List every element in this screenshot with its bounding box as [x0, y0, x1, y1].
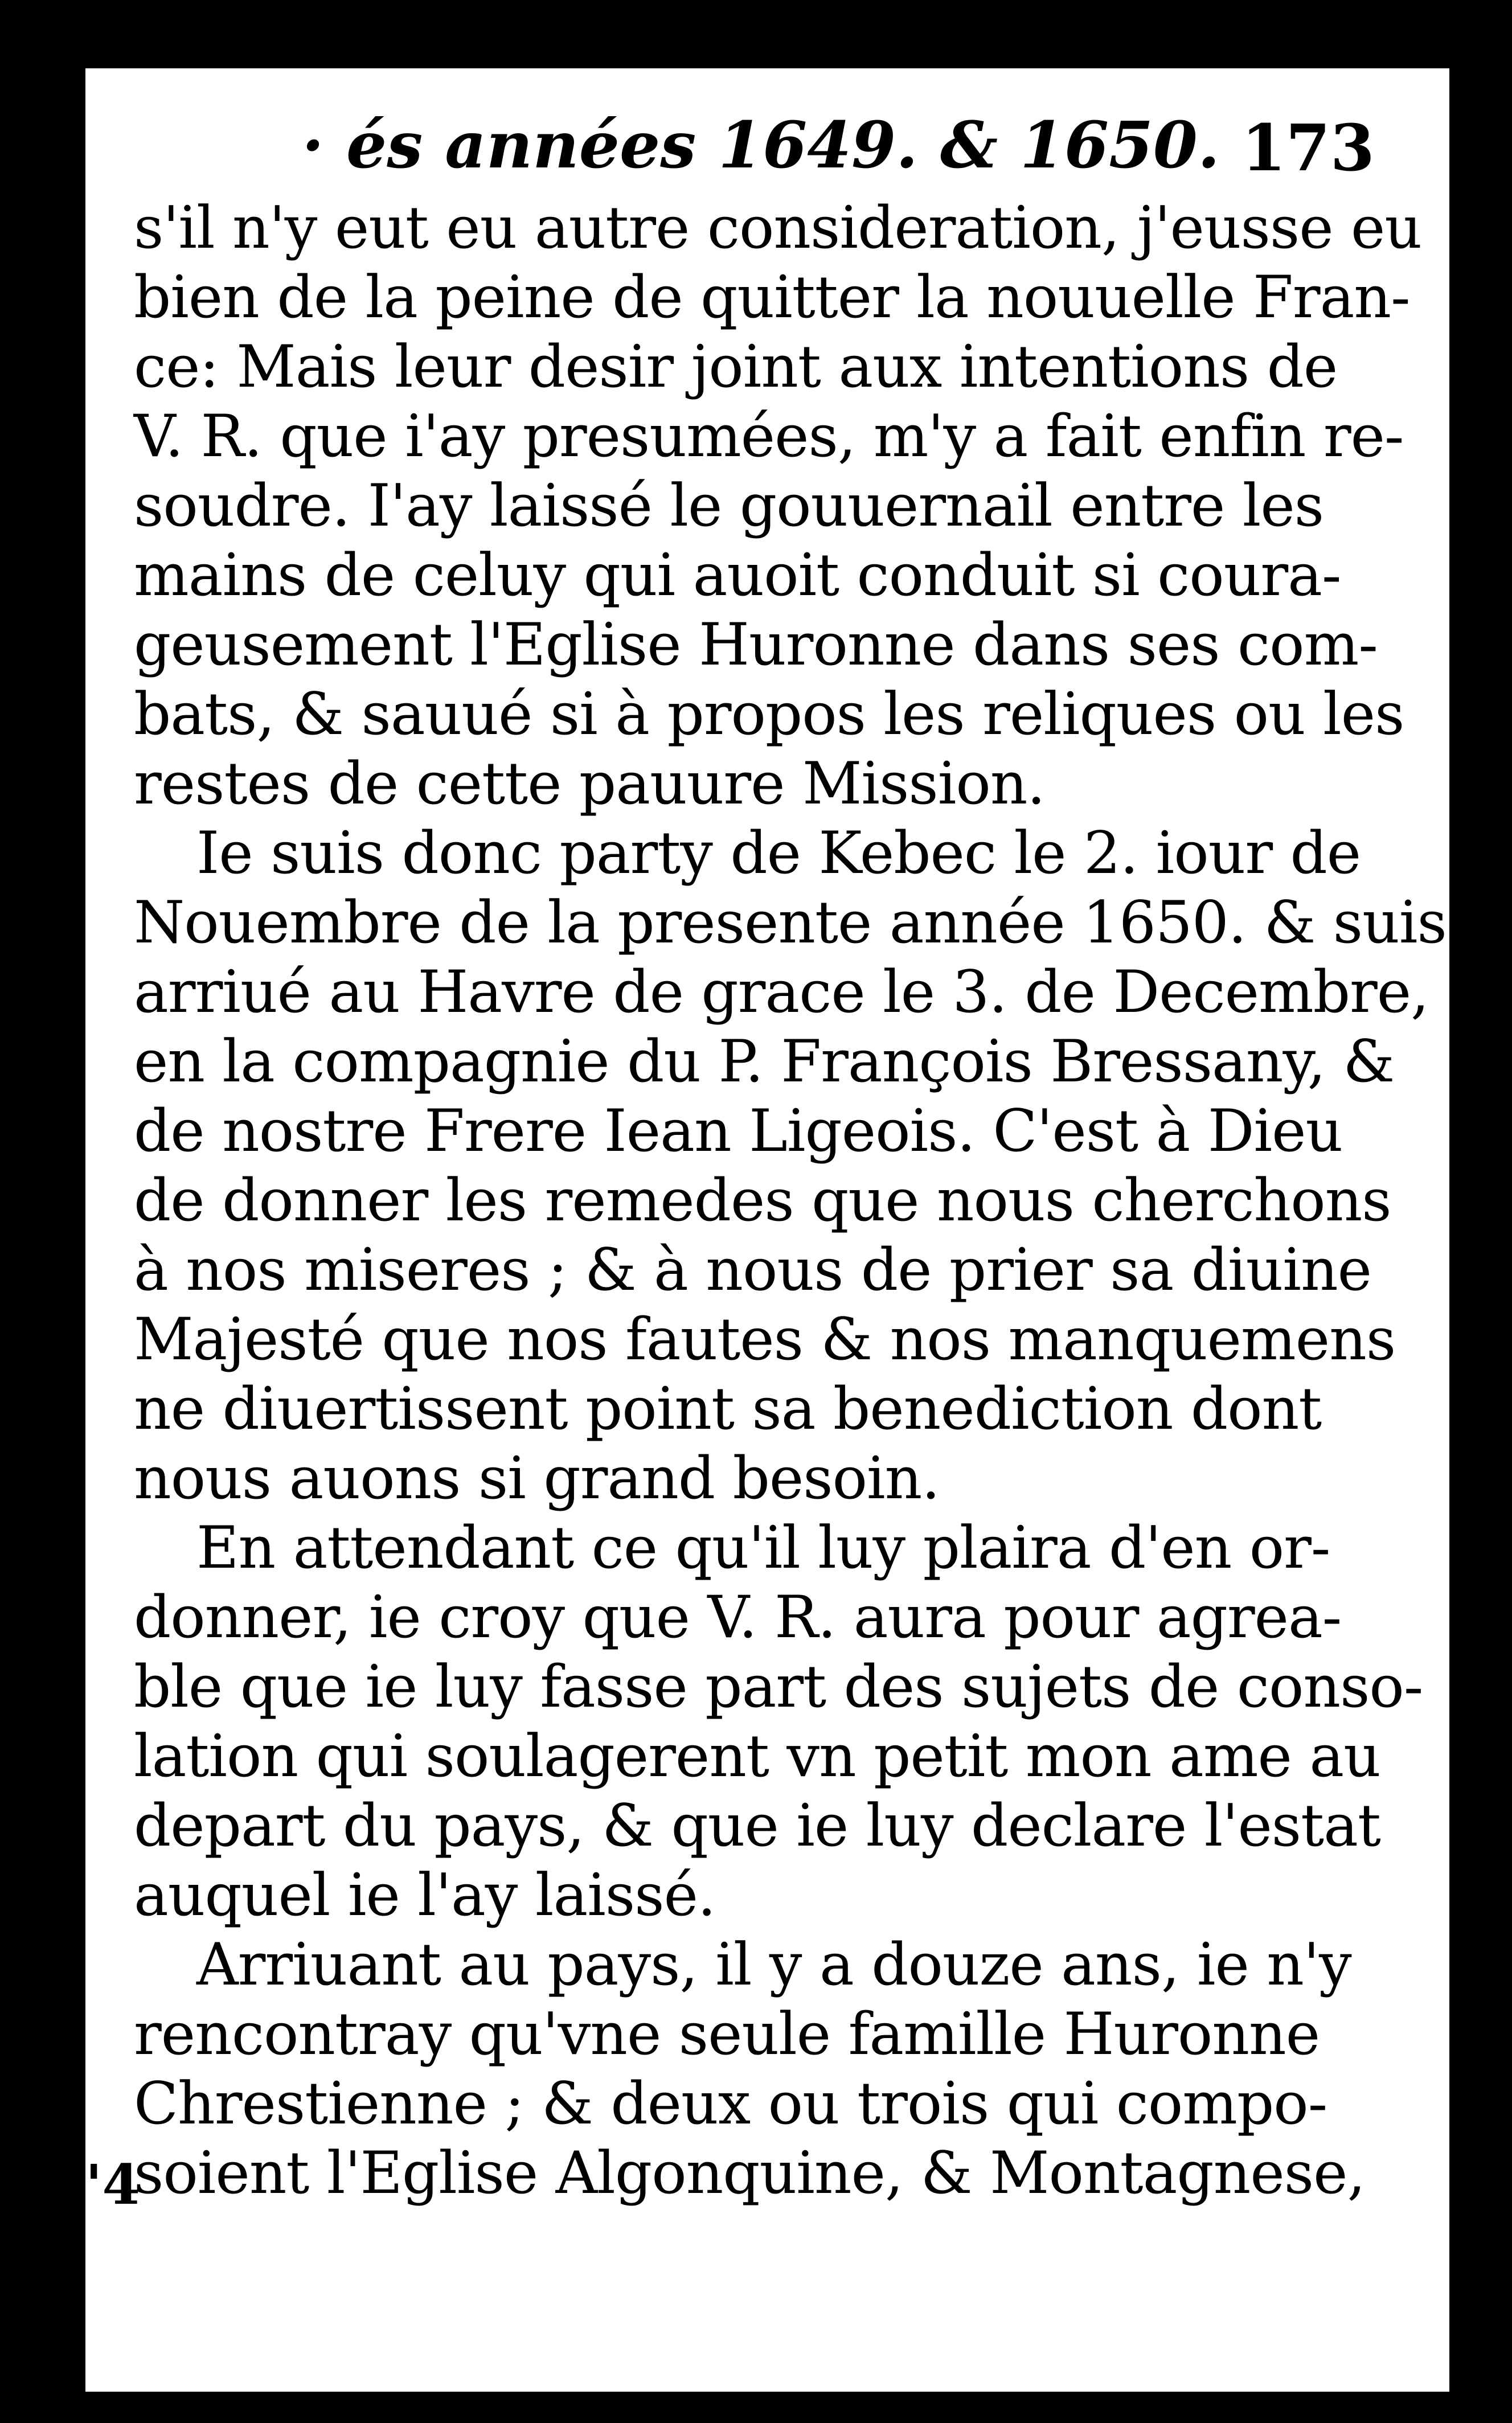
text-line: Nouembre de la presente année 1650. & suis [134, 889, 1447, 957]
text-line: soient l'Eglise Algonquine, & Montagnese, [134, 2139, 1365, 2207]
text-line: soudre. I'ay laissé le gouuernail entre les [134, 472, 1324, 540]
text-line: auquel ie l'ay laissé. [134, 1862, 716, 1929]
text-line: restes de cette pauure Mission. [134, 750, 1045, 818]
text-line: V. R. que i'ay presumées, m'y a fait enfin re- [134, 403, 1404, 470]
text-line: En attendant ce qu'il luy plaira d'en or- [196, 1514, 1330, 1582]
text-line: ne diuertissent point sa benediction dont [134, 1375, 1322, 1443]
text-line: Chrestienne ; & deux ou trois qui compo- [134, 2070, 1327, 2138]
text-line: nous auons si grand besoin. [134, 1445, 940, 1512]
text-line: rencontray qu'vne seule famille Huronne [134, 2000, 1320, 2068]
text-line: donner, ie croy que V. R. aura pour agrea- [134, 1584, 1342, 1651]
running-head: · és années 1649. & 1650. [302, 108, 1220, 183]
text-line: ce: Mais leur desir joint aux intentions de [134, 333, 1338, 401]
text-line: à nos miseres ; & à nous de prier sa diuine [134, 1236, 1372, 1304]
text-line: s'il n'y eut eu autre consideration, j'eusse eu [134, 194, 1422, 262]
text-line: bats, & sauué si à propos les reliques ou les [134, 680, 1404, 748]
page-number: 173 [1241, 111, 1375, 186]
text-line: geusement l'Eglise Huronne dans ses com- [134, 611, 1378, 679]
body-text [134, 194, 1447, 2208]
text-line: bien de la peine de quitter la nouuelle Fran- [134, 264, 1410, 331]
text-line: lation qui soulagerent vn petit mon ame au [134, 1723, 1380, 1790]
text-line: depart du pays, & que ie luy declare l'estat [134, 1792, 1380, 1860]
text-line: Majesté que nos fautes & nos manquemens [134, 1306, 1396, 1374]
text-line: Ie suis donc party de Kebec le 2. iour de [196, 819, 1361, 887]
text-line: mains de celuy qui auoit conduit si coura- [134, 542, 1341, 609]
text-line: en la compagnie du P. François Bressany, & [134, 1028, 1395, 1096]
text-line: Arriuant au pays, il y a douze ans, ie n'y [196, 1931, 1351, 1999]
margin-mark: '4 [85, 2153, 141, 2217]
text-line: ble que ie luy fasse part des sujets de conso- [134, 1653, 1423, 1721]
text-line: de donner les remedes que nous cherchons [134, 1167, 1391, 1235]
text-line: arriué au Havre de grace le 3. de Decembre, [134, 958, 1429, 1026]
text-line: de nostre Frere Iean Ligeois. C'est à Dieu [134, 1097, 1343, 1165]
book-page [85, 68, 1449, 2392]
